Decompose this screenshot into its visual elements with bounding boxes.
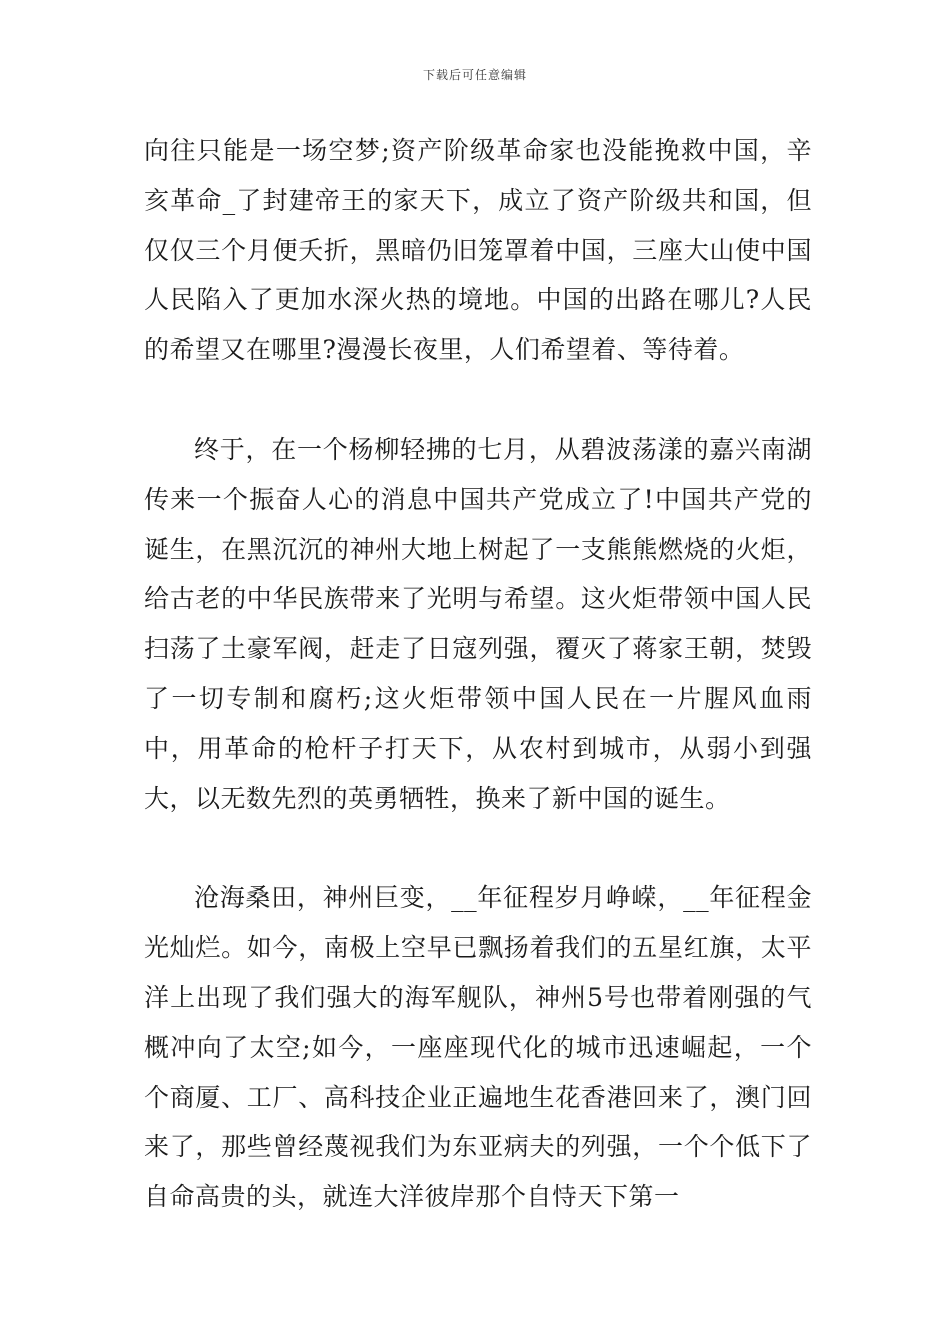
paragraph-3: 沧海桑田，神州巨变，__年征程岁月峥嵘，__年征程金光灿烂。如今，南极上空早已飘扬着我们的五星红旗，太平洋上出现了我们强大的海军舰队，神州5号也带着刚强的气概冲向了太空;如今，一座座现代化的城市迅速崛起，一个个商厦、工厂、高科技企业正遍地生花香港回来了，澳门回来了，那些曾经蔑视我们为东亚病夫的列强，一个个低下了自命高贵的头，就连大洋彼岸那个自恃天下第一 [144, 883, 812, 1212]
page-header-note: 下载后可任意编辑 [422, 68, 527, 82]
paragraph-2: 终于，在一个杨柳轻拂的七月，从碧波荡漾的嘉兴南湖传来一个振奋人心的消息中国共产党成立了!中国共产党的诞生，在黑沉沉的神州大地上树起了一支熊熊燃烧的火炬，给古老的中华民族带来了光明与希望。这火炬带领中国人民扫荡了土豪军阀，赶走了日寇列强，覆灭了蒋家王朝，焚毁了一切专制和腐朽;这火炬带领中国人民在一片腥风血雨中，用革命的枪杆子打天下，从农村到城市，从弱小到强大，以无数先烈的英勇牺牲，换来了新中国的诞生。 [144, 434, 812, 813]
document-body [144, 126, 812, 1222]
paragraph-1: 向往只能是一场空梦;资产阶级革命家也没能挽救中国，辛亥革命_了封建帝王的家天下，成立了资产阶级共和国，但仅仅三个月便夭折，黑暗仍旧笼罩着中国，三座大山使中国人民陷入了更加水深火热的境地。中国的出路在哪儿?人民的希望又在哪里?漫漫长夜里，人们希望着、等待着。 [144, 136, 812, 365]
